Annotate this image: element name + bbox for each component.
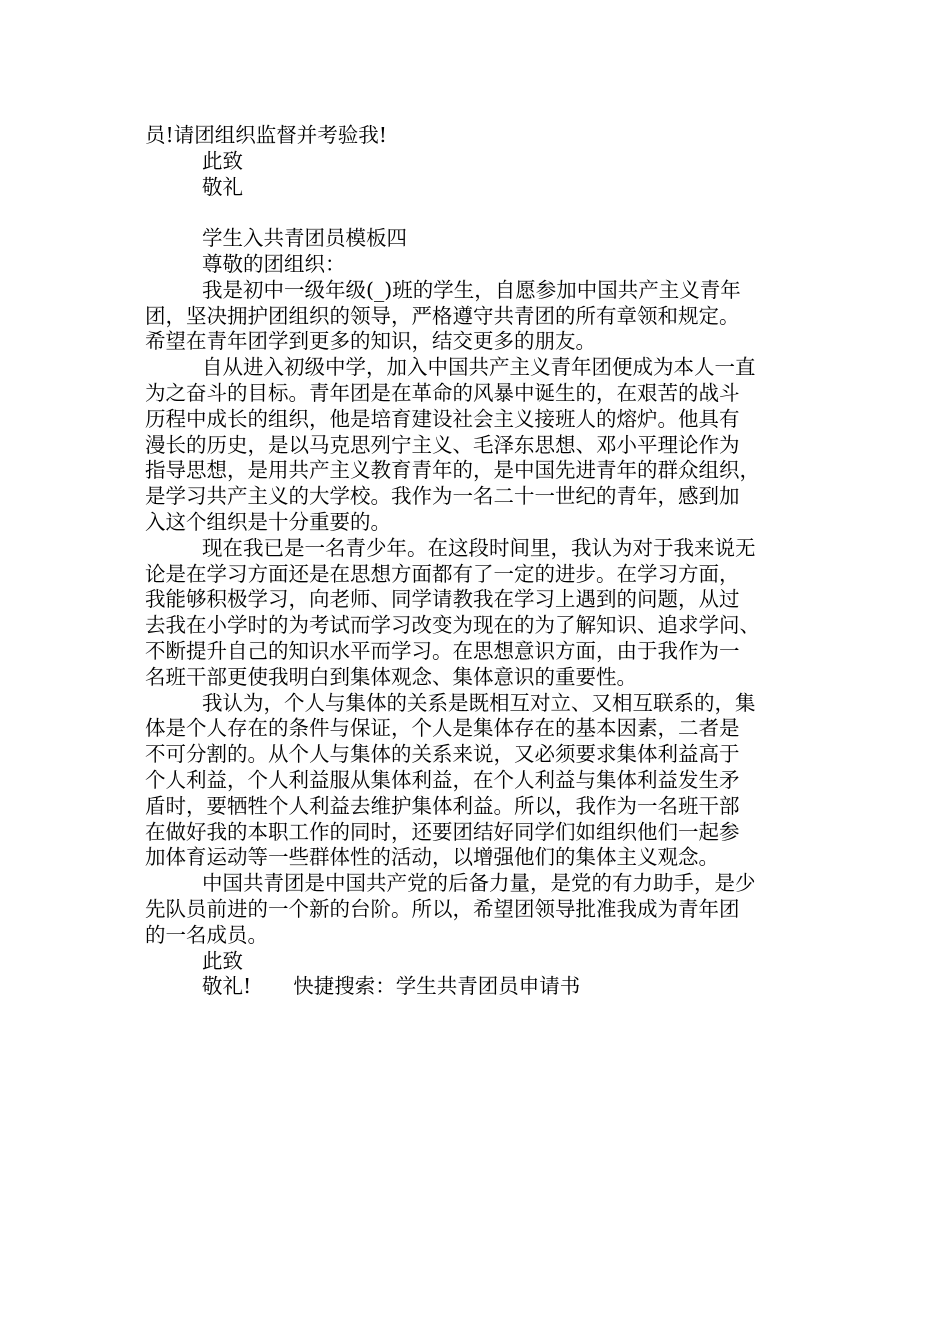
paragraph-line: 不断提升自己的知识水平而学习。在思想意识方面，由于我作为一 [145, 638, 740, 663]
paragraph-line: 为之奋斗的目标。青年团是在革命的风暴中诞生的，在艰苦的战斗 [145, 380, 740, 405]
paragraph-line: 的一名成员。 [145, 922, 268, 947]
paragraph-line: 希望在青年团学到更多的知识，结交更多的朋友。 [145, 329, 596, 354]
closing-cizhi: 此致 [202, 148, 243, 173]
paragraph-line: 漫长的历史，是以马克思列宁主义、毛泽东思想、邓小平理论作为 [145, 432, 740, 457]
paragraph-line: 个人利益，个人利益服从集体利益，在个人利益与集体利益发生矛 [145, 767, 740, 792]
paragraph-line: 不可分割的。从个人与集体的关系来说，又必须要求集体利益高于 [145, 742, 740, 767]
paragraph-line: 我认为，个人与集体的关系是既相互对立、又相互联系的，集 [202, 690, 756, 715]
document-body [145, 123, 825, 1000]
paragraph-5 [145, 871, 825, 948]
section-title: 学生入共青团员模板四 [202, 226, 407, 251]
closing-jingli-2: 敬礼! [202, 974, 252, 999]
closing-line-2 [145, 974, 825, 1000]
paragraph-line: 在做好我的本职工作的同时，还要团结好同学们如组织他们一起参 [145, 819, 740, 844]
paragraph-line: 自从进入初级中学，加入中国共产主义青年团便成为本人一直 [202, 355, 756, 380]
paragraph-line: 名班干部更使我明白到集体观念、集体意识的重要性。 [145, 664, 637, 689]
paragraph-1 [145, 278, 825, 355]
paragraph-4 [145, 691, 825, 872]
paragraph-2 [145, 355, 825, 536]
paragraph-line: 入这个组织是十分重要的。 [145, 509, 391, 534]
paragraph-line: 中国共青团是中国共产党的后备力量，是党的有力助手，是少 [202, 871, 756, 896]
paragraph-line: 去我在小学时的为考试而学习改变为现在的为了解知识、追求学问、 [145, 613, 760, 638]
paragraph-line: 论是在学习方面还是在思想方面都有了一定的进步。在学习方面， [145, 561, 740, 586]
closing-cizhi-2: 此致 [202, 948, 243, 973]
paragraph-line: 加体育运动等一些群体性的活动，以增强他们的集体主义观念。 [145, 845, 719, 870]
shortcut-search-text: 快捷搜索：学生共青团员申请书 [293, 974, 581, 999]
paragraph-line: 体是个人存在的条件与保证，个人是集体存在的基本因素，二者是 [145, 716, 740, 741]
salutation: 尊敬的团组织： [202, 251, 346, 276]
closing-jingli: 敬礼 [202, 174, 243, 199]
continuation-line: 员!请团组织监督并考验我! [145, 123, 387, 147]
paragraph-line: 历程中成长的组织，他是培育建设社会主义接班人的熔炉。他具有 [145, 406, 740, 431]
paragraph-line: 我是初中一级年级(_)班的学生，自愿参加中国共产主义青年 [202, 277, 741, 302]
paragraph-line: 盾时，要牺牲个人利益去维护集体利益。所以，我作为一名班干部 [145, 793, 740, 818]
paragraph-line: 指导思想，是用共产主义教育青年的，是中国先进青年的群众组织， [145, 458, 760, 483]
paragraph-line: 是学习共产主义的大学校。我作为一名二十一世纪的青年，感到加 [145, 484, 740, 509]
paragraph-line: 我能够积极学习，向老师、同学请教我在学习上遇到的问题，从过 [145, 587, 740, 612]
blank-line [145, 200, 825, 226]
paragraph-line: 先队员前进的一个新的台阶。所以，希望团领导批准我成为青年团 [145, 896, 740, 921]
paragraph-line: 现在我已是一名青少年。在这段时间里，我认为对于我来说无 [202, 535, 756, 560]
paragraph-3 [145, 536, 825, 691]
paragraph-line: 团，坚决拥护团组织的领导，严格遵守共青团的所有章领和规定。 [145, 303, 740, 328]
